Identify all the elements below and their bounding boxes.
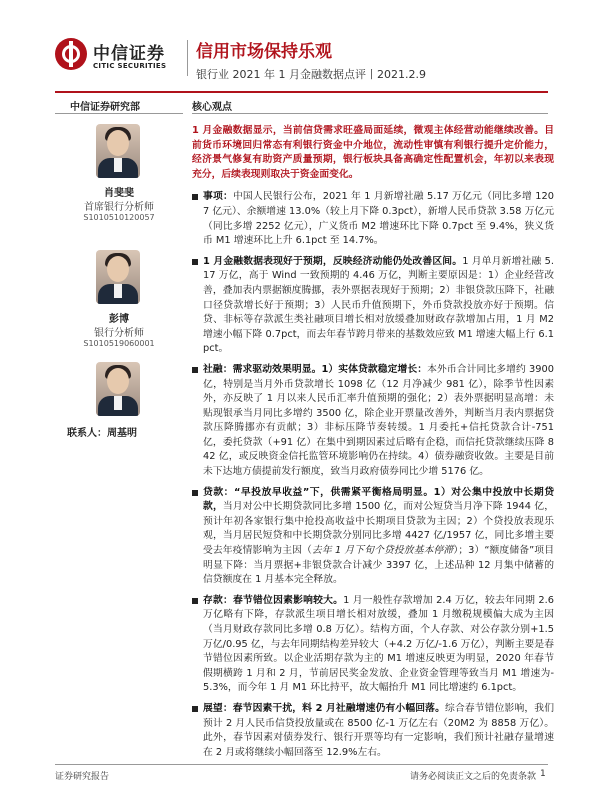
- point-block: [192, 702, 554, 760]
- analyst-photo: [96, 250, 140, 304]
- header-divider: [187, 40, 188, 76]
- point-text: 1 月单月新增社融 5.17 万亿，高于 Wind 一致预期的 4.46 万亿，判断主要原因是：1）企业经营改善，叠加表内票据额度腾挪，表外票据表现好于预期；2）非银贷款压降下，社融口径贷款增长好于预期；3）人民币升值预期下，外币贷款投放亦好于预期。信贷、非标等存款派生类社融项目增长相对放缓叠加财政存款增加占用，1 月 M2 增速小幅下降 0.7pct，而去年春节跨月带来的基数效应致 M1 增速大幅上行 6.1pct。: [203, 255, 554, 355]
- point-lead: 社融：需求驱动效果明显。1）实体贷款稳定增长：: [203, 363, 428, 375]
- point-text: 中国人民银行公布，2021 年 1 月新增社融 5.17 万亿元（同比多增 1207 亿元）、余额增速 13.0%（较上月下降 0.3pct），新增人民币贷款 3.58 万亿元（同比多增 2252 亿元），广义货币 M2 增速环比下降 0.7pct 至 9.4%，狭义货币 M1 增速环比上升 6.1pct 至 14.7%。: [203, 191, 554, 247]
- logo-chinese-name: 中信证券: [93, 44, 165, 64]
- bullet-square-icon: [192, 598, 198, 604]
- point-text: 综合春节错位影响，我们预计 2 月人民币信贷投放量或在 8500 亿-1 万亿左右（20M2 为 8858 万亿）。此外，春节因素对债券发行、银行开票等均有一定影响，我们预计社融存量增速在 2 月或将继续小幅回落至 12.9%左右。: [203, 702, 554, 758]
- summary-paragraph: 1 月金融数据显示，当前信贷需求旺盛局面延续，微观主体经营动能继续改善。目前货币环境回归常态有利银行资金中介地位，流动性审慎有利银行提升定价能力，经济景气修复有助资产质量预期，银行板块具备高确定性配置机会，年初以来表现充分，后续表现则取决于资金面变化。: [192, 125, 554, 180]
- main-heading-rule: [192, 113, 548, 114]
- point-lead: 事项：: [203, 191, 233, 203]
- header-rule: [55, 91, 548, 93]
- contact-name: 联系人：周基明: [67, 428, 137, 439]
- analyst-photo: [96, 124, 140, 178]
- point-block: [192, 255, 554, 357]
- logo-english-name: CITIC SECURITIES: [93, 62, 167, 70]
- core-views: [192, 124, 554, 760]
- point-text: 1 月一般性存款增加 2.4 万亿，较去年同期 2.6 万亿略有下降，存款派生项目增长相对放缓，叠加 1 月缴税规模偏大成为主因（当月财政存款同比多增 0.8 万亿）。结构方面，个人存款、对公存款分别+1.5 万亿/0.95 亿，与去年同期结构差异较大（+4.2 万亿/-1.6 万亿），判断主要是春节错位因素所致。以企业活期存款为主的 M1 增速反映更为明显，2020 年春节假期横跨 1 月和 2 月，节前居民奖金发放、企业资金管理等致当月 M1 增速为-5.3%，而今年 1 月 M1 环比持平，故大幅抬升 M1 同比增速约 6.1pct。: [203, 594, 554, 694]
- report-subtitle: 银行业 2021 年 1 月金融数据点评丨2021.2.9: [196, 68, 426, 81]
- analyst-name: 肖斐斐: [104, 188, 134, 199]
- citic-logo-icon: [55, 38, 87, 70]
- footer-rule: [55, 764, 548, 765]
- point-block: [192, 363, 554, 480]
- bullet-square-icon: [192, 490, 198, 496]
- point-lead: 存款：春节错位因素影响较大。: [203, 594, 344, 606]
- point-text: 当月对公中长期贷款同比多增 1500 亿，而对公短贷当月净下降 1944 亿，预计年初各家银行集中抢投高收益中长期项目贷款为主因；2）个贷投放表现乐观，当月居民短贷和中长期贷款分别同比多增 4427 亿/1957 亿，同比多增主要受去年疫情影响为主因（: [203, 501, 555, 557]
- citic-logo: [55, 38, 185, 78]
- bullet-square-icon: [192, 367, 198, 373]
- contact-photo: [96, 362, 140, 416]
- analyst-role: 首席银行分析师: [84, 202, 154, 213]
- sidebar-heading-rule: [55, 113, 183, 114]
- point-lead: 贷款：“早投放早收益”下，供需紧平衡格局明显。1）对公集中投放中长期贷款，: [203, 486, 554, 513]
- point-block: [192, 486, 554, 588]
- footer-disclaimer: 请务必阅读正文之后的免责条款: [410, 772, 537, 782]
- report-header: [0, 0, 600, 92]
- point-text-continued: ）；3）“额度储备”项目明显下降：当月票据+非银贷款合计减少 3397 亿，上述品种 12 月集中储蓄的信贷额度在 1 月基本完全释放。: [203, 545, 555, 586]
- main-heading: 核心观点: [192, 102, 232, 113]
- point-lead: 1 月金融数据表现好于预期，反映经济动能仍处改善区间。: [203, 255, 463, 267]
- footer-label: 证券研究报告: [55, 772, 110, 782]
- analyst-name: 彭博: [109, 314, 129, 325]
- point-italic-note: 去年 1 月下旬个贷投放基本停滞: [311, 545, 454, 557]
- point-text: 本外币合计同比多增约 3900 亿，特别是当月外币贷款增长 1098 亿（12 月净减少 981 亿），除季节性因素外，亦反映了 1 月以来人民币汇率升值预期的强化；2）表外票据明显高增：未贴现银承当月同比多增约 3500 亿，除企业开票量改善外，判断当月表内票据贷款压降腾挪亦有贡献；3）非标压降节奏转缓。1 月委托+信托贷款合计-751 亿，委托贷款（+91 亿）在集中到期因素过后略有企稳，而信托贷款继续压降 842 亿，或反映资金信托监管环境影响仍在持续。4）债券融资收敛。主要是目前未下达地方债提前发行额度，致当月政府债券同比少增 5176 亿。: [203, 363, 554, 478]
- bullet-square-icon: [192, 706, 198, 712]
- point-block: [192, 190, 554, 248]
- sidebar-heading: 中信证券研究部: [70, 102, 140, 113]
- report-title: 信用市场保持乐观: [196, 42, 332, 62]
- page-number: 1: [540, 769, 546, 779]
- bullet-square-icon: [192, 194, 198, 200]
- analyst-id: S1010510120057: [83, 213, 155, 222]
- analyst-role: 银行分析师: [94, 328, 144, 339]
- point-lead: 展望：春节因素干扰，料 2 月社融增速仍有小幅回落。: [203, 702, 446, 714]
- analyst-id: S1010519060001: [83, 339, 155, 348]
- bullet-square-icon: [192, 259, 198, 265]
- point-block: [192, 594, 554, 696]
